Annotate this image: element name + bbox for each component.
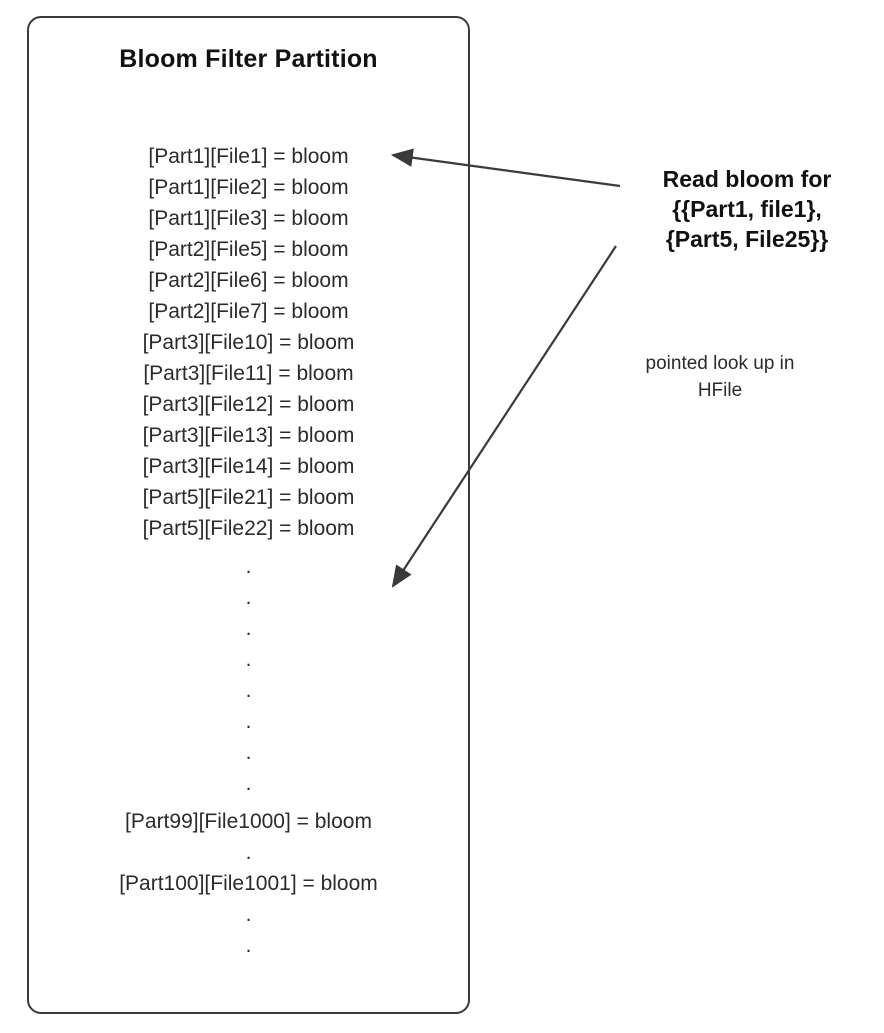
- read-bloom-line-3: {Part5, File25}}: [665, 226, 829, 252]
- list-item: [Part2][File7] = bloom: [148, 300, 349, 323]
- ellipsis-dot: .: [245, 648, 252, 671]
- bloom-entry-list: [29, 141, 468, 961]
- list-item: [Part3][File13] = bloom: [142, 424, 355, 447]
- ellipsis-dot: .: [245, 903, 252, 926]
- partition-box: [27, 16, 470, 1014]
- list-item: [Part1][File2] = bloom: [148, 176, 349, 199]
- ellipsis-dot: .: [245, 679, 252, 702]
- spacer: [29, 799, 468, 806]
- read-bloom-line-1: Read bloom for: [662, 166, 832, 192]
- pointed-lookup-line-2: HFile: [697, 380, 743, 401]
- ellipsis-dot: .: [245, 617, 252, 640]
- read-bloom-line-2: {{Part1, file1},: [672, 196, 822, 222]
- pointed-lookup-annotation: [570, 350, 870, 404]
- ellipsis-dot: .: [245, 841, 252, 864]
- ellipsis-dot: .: [245, 555, 252, 578]
- pointed-lookup-line-1: pointed look up in: [645, 353, 795, 374]
- ellipsis-dot: .: [245, 741, 252, 764]
- list-item: [Part99][File1000] = bloom: [125, 810, 372, 833]
- ellipsis-dot: .: [245, 586, 252, 609]
- list-item: [Part3][File14] = bloom: [142, 455, 355, 478]
- list-item: [Part1][File1] = bloom: [148, 145, 349, 168]
- list-item: [Part2][File6] = bloom: [148, 269, 349, 292]
- ellipsis-dot: .: [245, 710, 252, 733]
- list-item: [Part5][File22] = bloom: [142, 517, 355, 540]
- read-bloom-annotation: [616, 164, 878, 254]
- ellipsis-dot: .: [245, 934, 252, 957]
- list-item: [Part3][File11] = bloom: [143, 362, 354, 385]
- list-item: [Part1][File3] = bloom: [148, 207, 349, 230]
- partition-title: Bloom Filter Partition: [119, 45, 378, 73]
- spacer: [29, 544, 468, 551]
- list-item: [Part5][File21] = bloom: [142, 486, 355, 509]
- list-item: [Part2][File5] = bloom: [148, 238, 349, 261]
- list-item: [Part100][File1001] = bloom: [119, 872, 378, 895]
- list-item: [Part3][File10] = bloom: [142, 331, 355, 354]
- ellipsis-dot: .: [245, 772, 252, 795]
- list-item: [Part3][File12] = bloom: [142, 393, 355, 416]
